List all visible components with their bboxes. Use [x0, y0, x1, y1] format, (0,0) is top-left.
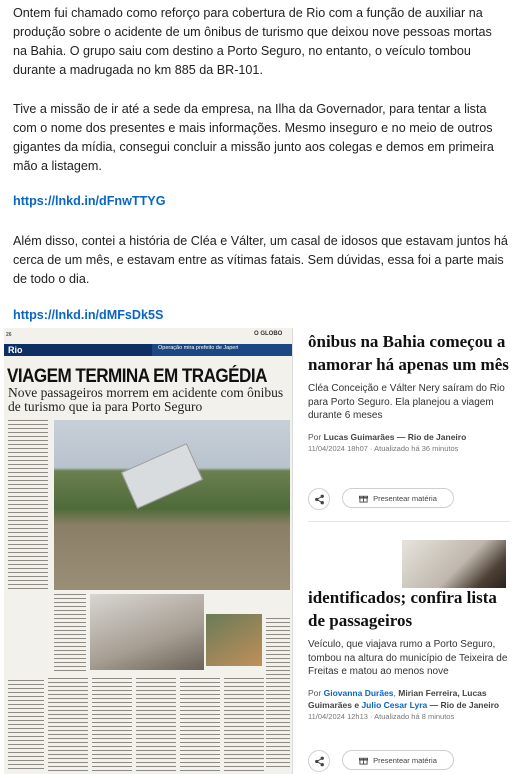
news-card-description: Veículo, que viajava rumo a Porto Seguro, tombou na altura do município de Teixeira de Freitas e matou ao menos nove: [308, 639, 508, 677]
accident-photo: [54, 420, 290, 590]
news-card: [308, 586, 510, 722]
gift-article-label: Presentear matéria: [373, 493, 437, 503]
post-paragraph: Tive a missão de ir até a sede da empresa, na Ilha da Governador, para tentar a lista com o nome dos presentes e mais informações. Mesmo inseguro e no meio de outros gigantes da mídia, consegui concluir a missão junto aos colegas e demos em primeira mão a listagem.: [13, 102, 494, 173]
news-card-time: 11/04/2024 12h13 · Atualizado há 8 minutos: [308, 711, 455, 721]
couple-photo: [206, 614, 262, 666]
news-card-description: Cléa Conceição e Válter Nery saíram do Rio para Porto Seguro. Ela planejou a viagem durante 6 meses: [308, 383, 505, 421]
byline-prefix: Por: [308, 431, 322, 442]
byline-author: Mirian Ferreira,: [398, 687, 460, 698]
news-card: [308, 330, 510, 454]
text-column: [8, 680, 44, 770]
news-card-byline: Por Giovanna Durães, Mirian Ferreira, Lucas Guimarães e Julio Cesar Lyra — Rio de Janeiro: [308, 687, 500, 710]
newspaper-logo: O GLOBO: [254, 331, 283, 337]
post-paragraph: Ontem fui chamado como reforço para cobertura de Rio com a função de auxiliar na produção sobre o acidente de um ônibus de turismo que deixou nove pessoas mortas na Bahia. O grupo saiu com destino a Porto Seguro, no entanto, o veículo tombou durante a madrugada no km 885 da BR-101.: [13, 6, 492, 77]
text-column: [180, 678, 220, 772]
byline-location: — Rio de Janeiro: [396, 431, 467, 442]
share-icon: [314, 756, 325, 767]
news-card-thumbnail[interactable]: [402, 540, 506, 588]
byline-author: Lucas Guimarães: [323, 431, 395, 442]
newspaper-page-number: 26: [6, 332, 12, 338]
newspaper-scan-image[interactable]: [4, 328, 293, 774]
text-column: [92, 678, 132, 772]
post-link[interactable]: https://lnkd.in/dMFsDk5S: [13, 308, 164, 322]
gift-article-button[interactable]: [342, 750, 454, 770]
newspaper-topbar: [4, 328, 292, 340]
post-paragraph: Além disso, contei a história de Cléa e Válter, um casal de idosos que estavam juntos há cerca de um mês, e estavam entre as vítimas fatais. Sem dúvidas, essa foi a parte mais de todo o dia.: [13, 234, 508, 286]
post-link[interactable]: https://lnkd.in/dFnwTTYG: [13, 194, 166, 208]
share-icon: [314, 494, 325, 505]
byline-author-link[interactable]: Julio Cesar Lyra: [361, 699, 428, 710]
byline-conjunction: e: [354, 699, 360, 710]
news-card-byline: [308, 431, 510, 443]
card-divider: [308, 521, 510, 522]
newspaper-ad-banner: [152, 344, 292, 356]
text-column: [136, 678, 176, 772]
byline-author-link[interactable]: Giovanna Durães: [323, 687, 394, 698]
gift-icon: [359, 494, 368, 503]
news-card-actions: [308, 750, 510, 770]
byline-location: — Rio de Janeiro: [429, 699, 500, 710]
text-column: [8, 420, 48, 590]
injured-passenger-photo: [90, 594, 204, 670]
byline-prefix: Por: [308, 687, 322, 698]
gift-article-label: Presentear matéria: [373, 755, 437, 765]
news-card-actions: [308, 488, 510, 508]
newspaper-ad-text: Operação mira prefeito de Japeri: [158, 345, 239, 351]
newspaper-subhead: Nove passageiros morrem em acidente com ônibus de turismo que ia para Porto Seguro: [8, 385, 284, 414]
news-card-title[interactable]: identificados; confira lista de passageiros: [308, 588, 497, 630]
news-card-title[interactable]: ônibus na Bahia começou a namorar há apenas um mês: [308, 332, 509, 374]
share-button[interactable]: [308, 488, 330, 510]
newspaper-section-label: Rio: [8, 345, 23, 355]
text-column: [266, 618, 290, 770]
text-column: [224, 678, 264, 772]
byline-author: Lucas Guimarães: [308, 687, 487, 710]
newspaper-headline: VIAGEM TERMINA EM TRAGÉDIA: [7, 366, 267, 387]
gift-article-button[interactable]: [342, 488, 454, 508]
text-column: [48, 678, 88, 772]
text-column: [54, 594, 86, 674]
gift-icon: [359, 756, 368, 765]
share-button[interactable]: [308, 750, 330, 772]
news-card-time: 11/04/2024 18h07 · Atualizado há 36 minutos: [308, 443, 459, 453]
